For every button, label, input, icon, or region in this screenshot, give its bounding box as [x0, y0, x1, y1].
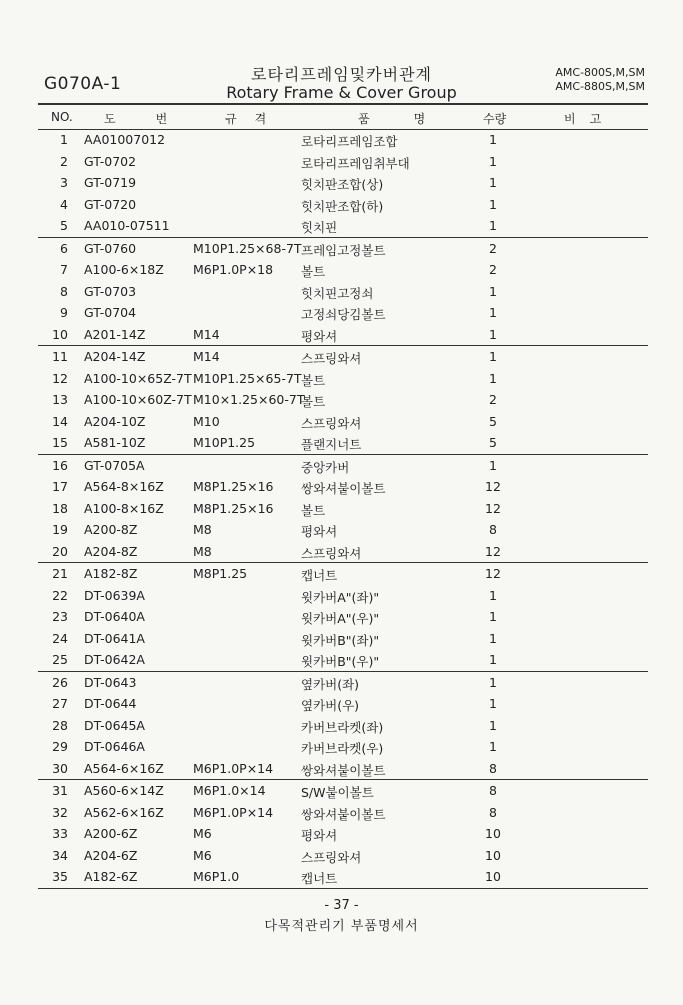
table-row — [38, 281, 648, 303]
column-header-remarks: 비고 — [564, 112, 616, 126]
table-header — [38, 103, 648, 130]
table-row — [38, 736, 648, 758]
part-name: 쌍와셔붙이볼트 — [301, 481, 386, 496]
drawing-number: DT-0645A — [84, 717, 145, 733]
row-number: 34 — [52, 847, 68, 863]
drawing-number: A562-6×16Z — [84, 804, 164, 820]
quantity: 8 — [489, 760, 497, 776]
footer-title: 다목적관리기 부품명세서 — [264, 919, 419, 934]
spec: M8P1.25×16 — [193, 479, 274, 494]
table-row — [38, 693, 648, 715]
drawing-number: DT-0643 — [84, 674, 137, 690]
part-name: S/W붙이볼트 — [301, 785, 374, 800]
row-number: 15 — [52, 435, 68, 450]
part-name: 윗카버A"(우)" — [301, 611, 380, 626]
row-number: 6 — [60, 240, 68, 256]
drawing-number: DT-0639A — [84, 587, 145, 603]
drawing-number: AA010-07511 — [84, 218, 170, 233]
drawing-number: DT-0646A — [84, 739, 145, 754]
quantity: 1 — [489, 175, 497, 190]
row-number: 17 — [52, 479, 68, 494]
drawing-number: GT-0705A — [84, 457, 145, 473]
quantity: 10 — [485, 869, 501, 884]
part-name: 쌍와셔붙이볼트 — [301, 762, 386, 778]
quantity: 1 — [489, 587, 497, 603]
part-name: 카버브라켓(좌) — [301, 719, 384, 735]
row-number: 25 — [52, 652, 68, 667]
drawing-number: A201-14Z — [84, 326, 146, 342]
drawing-number: A200-8Z — [84, 522, 138, 537]
part-name: 힛치핀고정쇠 — [301, 285, 374, 301]
column-header-drawing-number: 도번 — [104, 112, 208, 126]
drawing-number: A204-6Z — [84, 847, 138, 863]
column-header-part-name: 품명 — [358, 112, 470, 126]
drawing-number: A182-8Z — [84, 566, 138, 581]
part-name: 로타리프레임조합 — [301, 134, 398, 149]
drawing-number: GT-0719 — [84, 175, 137, 190]
quantity: 1 — [489, 696, 497, 711]
row-number: 33 — [52, 826, 68, 841]
quantity: 8 — [489, 522, 497, 537]
quantity: 2 — [489, 240, 497, 256]
row-number: 14 — [52, 413, 68, 429]
spec: M8 — [193, 543, 212, 559]
row-number: 29 — [52, 739, 68, 754]
row-number: 28 — [52, 717, 68, 733]
table-row — [38, 585, 648, 607]
row-number: 30 — [52, 760, 68, 776]
table-row — [38, 541, 648, 564]
part-name: 프레임고정볼트 — [301, 242, 386, 258]
part-name: 옆카버(우) — [301, 698, 360, 713]
table-row — [38, 129, 648, 151]
table-row — [38, 324, 648, 347]
part-name: 볼트 — [301, 372, 326, 388]
table-row — [38, 628, 648, 650]
table-row — [38, 259, 648, 281]
part-name: 로타리프레임취부대 — [301, 155, 410, 171]
row-number: 13 — [52, 392, 68, 407]
row-number: 27 — [52, 696, 68, 711]
drawing-number: DT-0641A — [84, 630, 145, 646]
spec: M8P1.25 — [193, 566, 248, 581]
quantity: 1 — [489, 457, 497, 473]
row-number: 8 — [60, 283, 68, 299]
drawing-number: GT-0704 — [84, 305, 137, 320]
spec: M14 — [193, 349, 220, 364]
spec: M8P1.25×16 — [193, 500, 274, 516]
quantity: 1 — [489, 609, 497, 624]
spec: M6P1.0 — [193, 869, 240, 884]
part-name: 캡너트 — [301, 568, 338, 583]
row-number: 18 — [52, 500, 68, 516]
row-number: 23 — [52, 609, 68, 624]
part-name: 카버브라켓(우) — [301, 741, 384, 756]
table-row — [38, 780, 648, 802]
row-number: 2 — [60, 153, 68, 169]
row-number: 16 — [52, 457, 68, 473]
quantity: 2 — [489, 262, 497, 277]
drawing-number: A100-10×65Z-7T — [84, 370, 192, 386]
spec: M6 — [193, 826, 212, 841]
quantity: 1 — [489, 717, 497, 733]
spec: M6P1.0×14 — [193, 783, 266, 798]
row-number: 20 — [52, 543, 68, 559]
table-row — [38, 238, 648, 260]
part-name: 평와셔 — [301, 828, 338, 843]
row-number: 7 — [60, 262, 68, 277]
part-name: 힛치판조합(상) — [301, 177, 384, 192]
row-number: 19 — [52, 522, 68, 537]
table-row — [38, 389, 648, 411]
quantity: 1 — [489, 196, 497, 212]
spec: M10 — [193, 413, 220, 429]
table-row — [38, 802, 648, 824]
part-name: 고정쇠당김볼트 — [301, 307, 386, 322]
table-row — [38, 672, 648, 694]
row-number: 5 — [60, 218, 68, 233]
quantity: 1 — [489, 739, 497, 754]
column-header-quantity: 수량 — [483, 112, 507, 126]
spec: M14 — [193, 326, 220, 342]
part-name: 힛치핀 — [301, 220, 338, 235]
drawing-number: AA01007012 — [84, 132, 166, 147]
spec: M10P1.25×65-7T — [193, 370, 302, 386]
part-name: 스프링와셔 — [301, 849, 362, 865]
row-number: 26 — [52, 674, 68, 690]
spec: M10×1.25×60-7T — [193, 392, 305, 407]
spec: M6P1.0P×14 — [193, 760, 274, 776]
quantity: 5 — [489, 435, 497, 450]
spec: M6P1.0P×14 — [193, 804, 274, 820]
title-english: Rotary Frame & Cover Group — [226, 83, 457, 102]
drawing-number: GT-0720 — [84, 196, 137, 212]
row-number: 12 — [52, 370, 68, 386]
row-number: 31 — [52, 783, 68, 798]
drawing-number: A100-6×18Z — [84, 262, 164, 277]
title-korean: 로타리프레임및카버관계 — [250, 65, 433, 84]
part-name: 평와셔 — [301, 524, 338, 539]
table-row — [38, 649, 648, 672]
quantity: 8 — [489, 783, 497, 798]
part-name: 볼트 — [301, 394, 326, 409]
quantity: 1 — [489, 132, 497, 147]
part-name: 스프링와셔 — [301, 415, 362, 431]
spec: M10P1.25 — [193, 435, 256, 450]
quantity: 2 — [489, 392, 497, 407]
drawing-number: A564-6×16Z — [84, 760, 164, 776]
quantity: 12 — [485, 500, 501, 516]
quantity: 1 — [489, 349, 497, 364]
row-number: 4 — [60, 196, 68, 212]
table-row — [38, 215, 648, 238]
part-name: 스프링와셔 — [301, 545, 362, 561]
table-row — [38, 172, 648, 194]
page-number: - 37 - — [324, 898, 359, 913]
table-row — [38, 432, 648, 455]
table-row — [38, 455, 648, 477]
part-name: 평와셔 — [301, 328, 338, 344]
column-header-no: NO. — [51, 110, 73, 124]
table-row — [38, 715, 648, 737]
drawing-number: GT-0703 — [84, 283, 137, 299]
row-number: 21 — [52, 566, 68, 581]
quantity: 1 — [489, 674, 497, 690]
quantity: 12 — [485, 479, 501, 494]
drawing-number: A564-8×16Z — [84, 479, 164, 494]
table-row — [38, 823, 648, 845]
quantity: 5 — [489, 413, 497, 429]
row-number: 1 — [60, 132, 68, 147]
row-number: 11 — [52, 349, 68, 364]
quantity: 12 — [485, 566, 501, 581]
quantity: 1 — [489, 370, 497, 386]
table-row — [38, 346, 648, 368]
quantity: 8 — [489, 804, 497, 820]
part-name: 윗카버B"(좌)" — [301, 632, 380, 648]
model-label: AMC-800S,M,SM — [555, 66, 645, 79]
part-name: 중앙카버 — [301, 459, 350, 475]
part-name: 쌍와셔붙이볼트 — [301, 806, 386, 822]
drawing-number: A581-10Z — [84, 435, 146, 450]
table-row — [38, 476, 648, 498]
table-row — [38, 194, 648, 216]
row-number: 35 — [52, 869, 68, 884]
drawing-number: A100-8×16Z — [84, 500, 164, 516]
quantity: 12 — [485, 543, 501, 559]
row-number: 3 — [60, 175, 68, 190]
quantity: 1 — [489, 305, 497, 320]
part-name: 캡너트 — [301, 871, 338, 886]
row-number: 24 — [52, 630, 68, 646]
part-name: 볼트 — [301, 502, 326, 518]
quantity: 1 — [489, 326, 497, 342]
table-row — [38, 151, 648, 173]
drawing-number: GT-0760 — [84, 240, 137, 256]
part-name: 윗카버A"(좌)" — [301, 589, 380, 605]
table-row — [38, 866, 648, 889]
drawing-number: DT-0640A — [84, 609, 145, 624]
table-row — [38, 758, 648, 781]
spec: M8 — [193, 522, 212, 537]
part-name: 윗카버B"(우)" — [301, 654, 380, 669]
part-name: 힛치판조합(하) — [301, 198, 384, 214]
quantity: 1 — [489, 283, 497, 299]
drawing-number: A182-6Z — [84, 869, 138, 884]
table-row — [38, 368, 648, 390]
drawing-number: A204-14Z — [84, 349, 146, 364]
row-number: 32 — [52, 804, 68, 820]
parts-table-body — [38, 129, 648, 889]
drawing-number: A204-8Z — [84, 543, 138, 559]
quantity: 10 — [485, 847, 501, 863]
row-number: 10 — [52, 326, 68, 342]
table-row — [38, 606, 648, 628]
drawing-number: DT-0644 — [84, 696, 137, 711]
spec: M6P1.0P×18 — [193, 262, 274, 277]
quantity: 1 — [489, 652, 497, 667]
column-header-spec: 규격 — [225, 112, 285, 126]
spec: M10P1.25×68-7T — [193, 240, 302, 256]
table-row — [38, 302, 648, 324]
drawing-number: A200-6Z — [84, 826, 138, 841]
table-row — [38, 498, 648, 520]
quantity: 1 — [489, 153, 497, 169]
spec: M6 — [193, 847, 212, 863]
document-code: G070A-1 — [44, 74, 122, 94]
quantity: 10 — [485, 826, 501, 841]
drawing-number: A560-6×14Z — [84, 783, 164, 798]
part-name: 스프링와셔 — [301, 351, 362, 366]
part-name: 옆카버(좌) — [301, 676, 360, 692]
drawing-number: A100-10×60Z-7T — [84, 392, 192, 407]
part-name: 볼트 — [301, 264, 326, 279]
model-label: AMC-880S,M,SM — [555, 80, 645, 93]
row-number: 9 — [60, 305, 68, 320]
table-row — [38, 411, 648, 433]
quantity: 1 — [489, 218, 497, 233]
drawing-number: A204-10Z — [84, 413, 146, 429]
part-name: 플랜지너트 — [301, 437, 362, 452]
drawing-number: DT-0642A — [84, 652, 145, 667]
drawing-number: GT-0702 — [84, 153, 137, 169]
quantity: 1 — [489, 630, 497, 646]
table-row — [38, 563, 648, 585]
table-row — [38, 845, 648, 867]
table-row — [38, 519, 648, 541]
row-number: 22 — [52, 587, 68, 603]
